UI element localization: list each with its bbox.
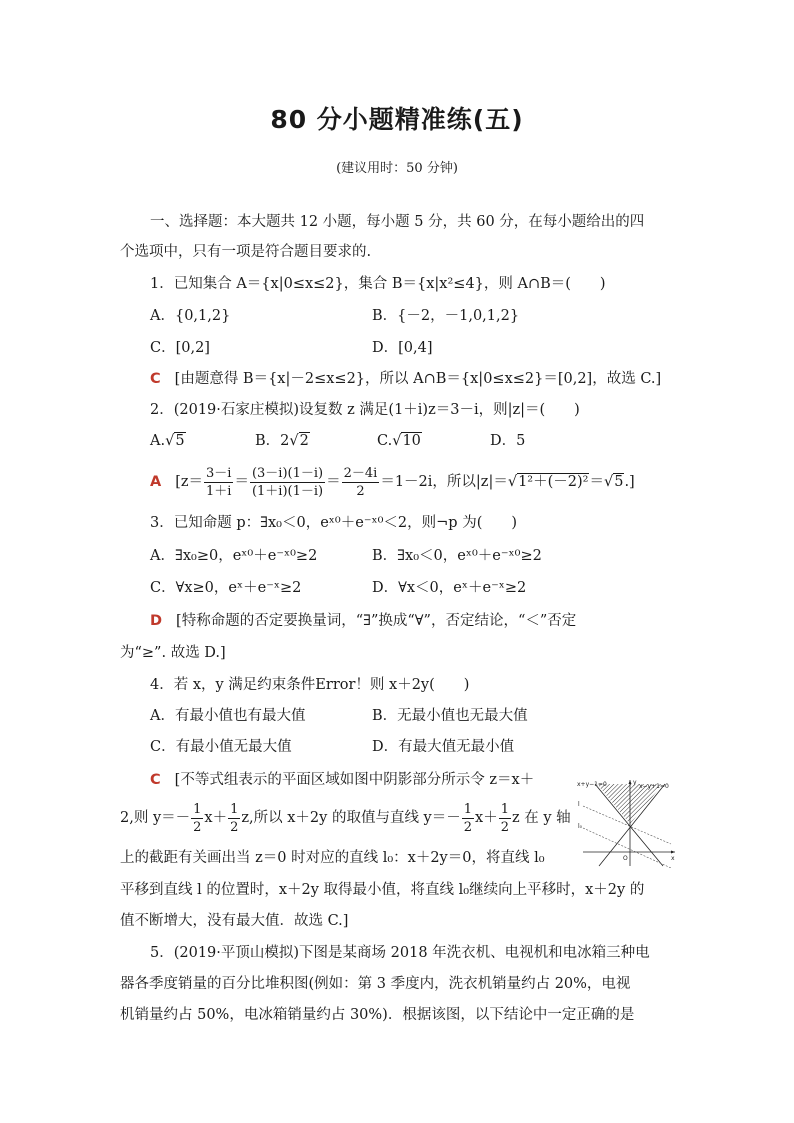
q2-solution: A [z＝ $\frac{3-i}{1+i}$ ＝ $\frac{(3-i)(1-i)}{(1+i)(1-i)}$ ＝ $\frac{2-4i}{2}$ ＝1－2i，所以|z|＝√1²＋(－2)²＝√5.] [150,465,635,499]
q2-fraction-2: $\frac{(3-i)(1-i)}{(1+i)(1-i)}$ [251,465,324,499]
q4-solution-line-3: 上的截距有关画出当 z＝0 时对应的直线 l₀：x＋2y＝0，将直线 l₀ [120,850,545,866]
q4-option-c: C．有最小值无最大值 [150,739,292,755]
label-x-minus-y-plus-1: x−y+1=0 [639,783,669,790]
q1-option-b: B．{－2，－1,0,1,2} [372,308,520,324]
label-origin: O [623,855,628,862]
q3-option-a: A．∃x₀≥0，eˣ⁰＋e⁻ˣ⁰≥2 [150,548,318,564]
q3-solution-line-1: D [特称命题的否定要换量词，“∃”换成“∀”，否定结论，“＜”否定 [150,613,577,629]
q5-line-3: 机销量约占 50%，电冰箱销量约占 30%)．根据该图，以下结论中一定正确的是 [120,1007,635,1023]
label-l0: l₀ [578,823,583,830]
q1-answer-letter: C [150,371,161,387]
q2-fraction-1: $\frac{3-i}{1+i}$ [206,465,232,499]
q2-option-c: C.√10 [377,433,421,449]
page-subtitle: (建议用时：50 分钟) [336,161,458,176]
q4-option-a: A．有最小值也有最大值 [150,708,306,724]
label-l: l [578,801,580,808]
q1-solution [150,369,661,389]
q1-option-a: A．{0,1,2} [150,308,231,324]
q4-solution-line-2: 2,则 y＝－ $\frac{1}{2}$ x＋ $\frac{1}{2}$ z,所以 x＋2y 的取值与直线 y＝－ $\frac{1}{2}$ x＋ $\frac{1}{2}$ z 在 y 轴 [120,801,571,835]
section-intro-line-1: 一、选择题：本大题共 12 小题，每小题 5 分，共 60 分，在每小题给出的四 [150,214,645,230]
q4-solution-line-4: 平移到直线 l 的位置时，x＋2y 取得最小值，将直线 l₀继续向上平移时，x＋2y 的 [120,882,645,898]
q4-answer-letter: C [150,772,161,788]
q2-option-a: A.√5 [150,433,185,449]
q1-option-d: D．[0,4] [372,340,433,356]
section-intro-line-2: 个选项中，只有一项是符合题目要求的. [120,244,372,260]
label-x: x [671,855,675,862]
q2-option-d: D．5 [490,433,526,449]
q5-line-2: 器各季度销量的百分比堆积图(例如：第 3 季度内，洗衣机销量约占 20%，电视 [120,976,631,992]
q4-stem: 4．若 x，y 满足约束条件Error！则 x＋2y( ) [150,677,470,693]
q4-option-b: B．无最小值也无最大值 [372,708,528,724]
q3-option-c: C．∀x≥0，eˣ＋e⁻ˣ≥2 [150,580,302,596]
label-x-plus-y-minus-1: x+y−1=0 [577,781,607,788]
q1-explanation: [由题意得 B＝{x|－2≤x≤2}，所以 A∩B＝{x|0≤x≤2}＝[0,2]，故选 C.] [174,371,662,387]
feasible-region-figure [575,776,677,868]
q1-option-c: C．[0,2] [150,340,210,356]
q4-solution-line-1: C [不等式组表示的平面区域如图中阴影部分所示令 z＝x＋ [150,772,535,788]
q3-stem: 3．已知命题 p：∃x₀＜0，eˣ⁰＋e⁻ˣ⁰＜2，则¬p 为( ) [150,515,518,531]
q3-answer-letter: D [150,613,163,629]
y-axis-arrow [629,780,632,784]
page-title: 80 分小题精准练(五) [270,105,524,134]
q2-answer-letter: A [150,474,162,490]
q3-solution-line-2: 为“≥”. 故选 D.] [120,645,226,661]
q2-stem: 2．(2019·石家庄模拟)设复数 z 满足(1＋i)z＝3－i，则|z|＝( ) [150,402,580,418]
x-axis-arrow [671,851,675,854]
q5-line-1: 5．(2019·平顶山模拟)下图是某商场 2018 年洗衣机、电视机和电冰箱三种电 [150,945,650,961]
q2-fraction-3: $\frac{2-4i}{2}$ [343,465,378,499]
label-y: y [633,779,637,786]
q4-solution-line-5: 值不断增大，没有最大值．故选 C.] [120,913,349,929]
q4-option-d: D．有最大值无最小值 [372,739,515,755]
line-l0 [583,828,671,868]
q3-option-d: D．∀x＜0，eˣ＋e⁻ˣ≥2 [372,580,527,596]
q3-option-b: B．∃x₀＜0，eˣ⁰＋e⁻ˣ⁰≥2 [372,548,542,564]
q2-option-b: B．2√2 [255,433,309,449]
q1-stem: 1．已知集合 A＝{x|0≤x≤2}，集合 B＝{x|x²≤4}，则 A∩B＝( ) [150,276,606,292]
